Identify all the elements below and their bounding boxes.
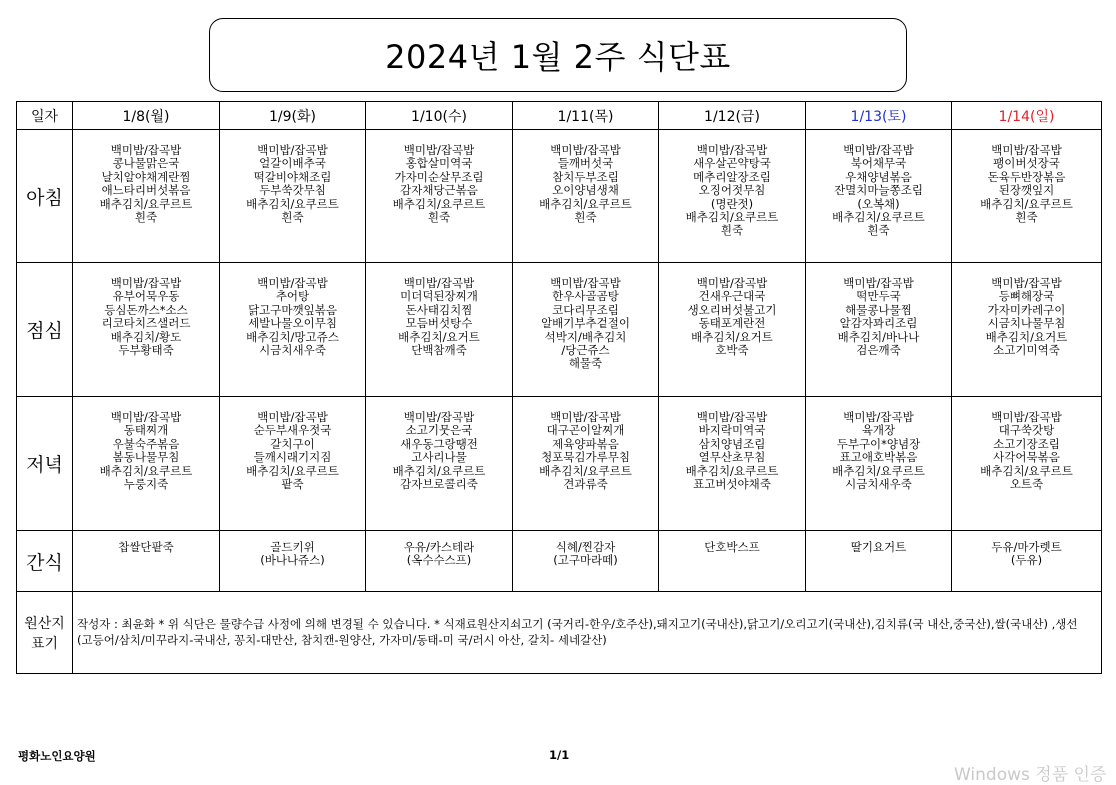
menu-item: 미더덕된장찌개	[400, 289, 478, 304]
menu-item: 잔멸치마늘쫑조림	[834, 183, 923, 198]
menu-item: 코다리무조림	[552, 302, 619, 317]
menu-item: 오트죽	[1009, 477, 1044, 492]
menu-item: 배추김치/요쿠르트	[685, 210, 779, 225]
menu-item: 해물죽	[568, 356, 603, 371]
dinner-row	[17, 397, 1102, 531]
menu-items	[806, 277, 951, 357]
menu-cell	[952, 263, 1102, 397]
menu-item: 소고기미역죽	[993, 343, 1060, 358]
menu-item: 호박죽	[715, 343, 749, 358]
menu-item: 해물콩나물찜	[845, 302, 912, 317]
menu-item: 삼치양념조림	[698, 436, 766, 451]
day-header-fri: 1/12(금)	[659, 102, 806, 130]
menu-item: 배추김치/요쿠르트	[539, 196, 632, 211]
menu-item: 딸기요거트	[850, 540, 907, 554]
menu-items	[73, 411, 219, 491]
menu-item: (명란젓)	[710, 196, 754, 211]
menu-item: 백미밥/잡곡밥	[843, 143, 914, 157]
day-header-thu: 1/11(목)	[513, 102, 659, 130]
origin-label	[17, 592, 73, 674]
menu-items	[73, 144, 219, 224]
menu-items	[220, 277, 365, 357]
menu-item: 배추김치/망고쥬스	[246, 329, 339, 344]
menu-item: 배추김치/요쿠르트	[99, 196, 193, 211]
menu-items	[366, 144, 512, 224]
origin-row	[17, 592, 1102, 674]
menu-item: 백미밥/잡곡밥	[257, 276, 328, 290]
menu-item: 배추김치/요쿠르트	[832, 210, 925, 225]
menu-item: 들깨시래기지짐	[253, 450, 332, 465]
menu-items	[952, 277, 1101, 357]
menu-item: 표고버섯야채죽	[693, 477, 771, 492]
menu-item: 배추김치/요쿠르트	[539, 463, 632, 478]
menu-item: 세발나물오이무침	[248, 316, 337, 331]
meal-label-lunch: 점심	[17, 263, 73, 397]
menu-item: 백미밥/잡곡밥	[257, 410, 328, 424]
menu-item: 떡만두국	[856, 289, 901, 304]
menu-item: 배추김치/요거트	[691, 329, 773, 344]
day-header-sat: 1/13(토)	[806, 102, 952, 130]
menu-item: 닭고구마깻잎볶음	[248, 302, 337, 317]
menu-item: 얼갈이배추국	[259, 156, 326, 171]
menu-item: 가자미카레구이	[987, 302, 1066, 317]
menu-item: 건새우근대국	[698, 289, 766, 304]
menu-item: (옥수수스프)	[406, 553, 472, 568]
header-row	[17, 102, 1102, 130]
menu-items	[513, 277, 658, 371]
menu-item: 백미밥/잡곡밥	[696, 410, 768, 424]
menu-item: (오복채)	[857, 196, 900, 211]
menu-item: 배추김치/요쿠르트	[980, 463, 1073, 478]
menu-items	[513, 411, 658, 491]
menu-items	[220, 541, 365, 568]
menu-item: 소고기장조림	[993, 436, 1060, 451]
menu-cell	[220, 531, 366, 592]
menu-item: 등뼈해장국	[998, 289, 1055, 304]
menu-item: 흰죽	[720, 223, 744, 238]
menu-item: 추어탕	[275, 289, 310, 304]
menu-item: 바지락미역국	[698, 423, 766, 438]
menu-item: 대구쑥갓탕	[998, 423, 1055, 438]
menu-item: 소고기뭇은국	[405, 423, 473, 438]
menu-item: 된장깻잎지	[998, 183, 1055, 198]
menu-items	[659, 541, 805, 554]
menu-cell	[220, 263, 366, 397]
menu-item: 백미밥/잡곡밥	[991, 143, 1062, 157]
menu-item: 백미밥/잡곡밥	[550, 143, 621, 157]
menu-item: 흰죽	[1015, 210, 1038, 225]
menu-items	[806, 411, 951, 491]
menu-cell	[366, 531, 513, 592]
menu-item: 백미밥/잡곡밥	[843, 410, 914, 424]
menu-item: 메추리알장조림	[693, 169, 771, 184]
menu-cell	[366, 263, 513, 397]
menu-item: 배추김치/요쿠르트	[246, 463, 339, 478]
menu-item: 백미밥/잡곡밥	[550, 276, 621, 290]
menu-item: 흰죽	[134, 210, 158, 225]
menu-item: 표고애호박볶음	[839, 450, 918, 465]
menu-items	[806, 541, 951, 554]
menu-item: 백미밥/잡곡밥	[696, 143, 768, 157]
menu-item: 배추김치/요쿠르트	[99, 463, 193, 478]
menu-item: 북어채무국	[850, 156, 907, 171]
menu-item: 우채양념볶음	[845, 169, 912, 184]
menu-cell	[513, 130, 659, 263]
menu-cell	[806, 397, 952, 531]
menu-items	[659, 144, 805, 238]
menu-item: 시금치새우죽	[259, 343, 326, 358]
menu-cell	[659, 130, 806, 263]
menu-items	[952, 411, 1101, 491]
menu-item: 석박지/배추김치	[544, 329, 627, 344]
menu-item: 흰죽	[427, 210, 451, 225]
menu-item: 동태포계란전	[698, 316, 766, 331]
menu-item: 흰죽	[574, 210, 597, 225]
menu-item: 알감자꽈리조림	[839, 316, 918, 331]
date-label: 일자	[17, 102, 73, 130]
menu-item: 두부황태죽	[118, 343, 174, 358]
menu-item: 시금치나물무침	[987, 316, 1066, 331]
menu-item: 견과류죽	[563, 477, 608, 492]
menu-item: 떡갈비야채조림	[253, 169, 332, 184]
menu-items	[952, 144, 1101, 224]
menu-item: 돈육두반장볶음	[987, 169, 1066, 184]
menu-cell	[952, 397, 1102, 531]
menu-item: 배추김치/요쿠르트	[980, 196, 1073, 211]
day-header-mon: 1/8(월)	[73, 102, 220, 130]
menu-item: 배추김치/요쿠르트	[832, 463, 925, 478]
menu-item: 가자미순살무조림	[394, 169, 484, 184]
menu-item: 백미밥/잡곡밥	[843, 276, 914, 290]
menu-items	[73, 541, 219, 554]
menu-item: 생오리버섯불고기	[687, 302, 777, 317]
meal-label-dinner: 저녁	[17, 397, 73, 531]
menu-item: 사각어묵볶음	[993, 450, 1060, 465]
menu-items	[366, 277, 512, 357]
menu-item: 청포묵김가루무침	[541, 450, 630, 465]
menu-item: 우불숙주볶음	[112, 436, 180, 451]
menu-items	[659, 277, 805, 357]
menu-items	[659, 411, 805, 491]
menu-item: 백미밥/잡곡밥	[257, 143, 328, 157]
menu-cell	[659, 531, 806, 592]
menu-item: 두부쑥갓무침	[259, 183, 326, 198]
menu-cell	[73, 531, 220, 592]
lunch-row	[17, 263, 1102, 397]
menu-item: 새우살곤약탕국	[693, 156, 771, 171]
day-header-wed: 1/10(수)	[366, 102, 513, 130]
menu-item: 배추김치/황도	[110, 329, 182, 344]
footer-page-number: 1/1	[549, 748, 570, 762]
menu-item: 검은깨죽	[856, 343, 901, 358]
menu-item: 두유/마가렛트	[991, 540, 1062, 554]
menu-cell	[806, 130, 952, 263]
menu-items	[220, 411, 365, 491]
menu-item: 유부어묵우동	[112, 289, 180, 304]
menu-cell	[513, 263, 659, 397]
menu-item: (고구마라떼)	[553, 553, 618, 568]
menu-item: 누룽지죽	[123, 477, 169, 492]
menu-item: 시금치새우죽	[845, 477, 912, 492]
menu-cell	[513, 397, 659, 531]
snack-row	[17, 531, 1102, 592]
menu-items	[513, 144, 658, 224]
menu-item: 한우사골곰탕	[552, 289, 619, 304]
menu-item: 우유/카스테라	[403, 540, 475, 554]
menu-item: 알배기부추겉절이	[541, 316, 630, 331]
menu-item: 식혜/찐감자	[555, 540, 616, 554]
origin-text: 작성자 : 최윤화 * 위 식단은 물량수급 사정에 의해 변경될 수 있습니다. * 식재료원산지쇠고기 (국거리-한우/호주산),돼지고기(국내산),닭고기/오리고기(국내산),김치류(국 내산,중국산),쌀(국내산) ,생선(고등어/삼치/미꾸라지-국내산, 꽁치-대만산, 참치캔-원양산, 가자미/동태-미 국/러시 아산, 갈치- 세네갈산)	[73, 592, 1102, 674]
menu-item: 감자브로콜리죽	[400, 477, 478, 492]
menu-item: 백미밥/잡곡밥	[550, 410, 621, 424]
menu-item: (바나나쥬스)	[260, 553, 325, 568]
menu-cell	[513, 531, 659, 592]
menu-cell	[952, 531, 1102, 592]
menu-item: 리코타치즈샐러드	[101, 316, 191, 331]
menu-item: 모듬버섯탕수	[405, 316, 473, 331]
menu-item: 애느타리버섯볶음	[101, 183, 191, 198]
menu-cell	[73, 130, 220, 263]
menu-item: 육개장	[861, 423, 896, 438]
menu-item: 팥죽	[281, 477, 304, 492]
menu-item: 오징어젓무침	[698, 183, 766, 198]
menu-item: 홍합살미역국	[405, 156, 473, 171]
menu-item: 팽이버섯장국	[993, 156, 1060, 171]
menu-item: 흰죽	[281, 210, 304, 225]
menu-item: 백미밥/잡곡밥	[403, 143, 475, 157]
menu-items	[366, 411, 512, 491]
menu-item: 배추김치/요쿠르트	[392, 196, 486, 211]
menu-items	[952, 541, 1101, 568]
menu-item: 찹쌀단팥죽	[118, 540, 174, 554]
menu-item: 단백참깨죽	[411, 343, 467, 358]
menu-item: 고사리나물	[411, 450, 467, 465]
menu-item: 등심돈까스*소스	[104, 302, 188, 317]
day-header-tue: 1/9(화)	[220, 102, 366, 130]
menu-item: 제육양파볶음	[552, 436, 619, 451]
menu-item: 순두부새우젓국	[253, 423, 332, 438]
menu-item: 백미밥/잡곡밥	[110, 276, 182, 290]
menu-item: 단호박스프	[704, 540, 760, 554]
menu-item: 배추김치/바나나	[837, 329, 920, 344]
menu-cell	[806, 263, 952, 397]
menu-item: 백미밥/잡곡밥	[403, 276, 475, 290]
menu-item: 새우동그랑땡전	[400, 436, 478, 451]
menu-item: 배추김치/요거트	[985, 329, 1068, 344]
menu-item: 봄동나물무침	[112, 450, 180, 465]
menu-item: 콩나물맑은국	[112, 156, 180, 171]
menu-item: 오이양념생채	[552, 183, 619, 198]
menu-cell	[73, 397, 220, 531]
menu-item: /당근쥬스	[561, 343, 610, 358]
menu-item: 흰죽	[867, 223, 890, 238]
menu-item: 배추김치/요쿠르트	[685, 463, 779, 478]
menu-item: 들깨버섯국	[557, 156, 614, 171]
meal-plan-table	[16, 101, 1102, 674]
menu-item: 골드키위	[270, 540, 315, 554]
menu-item: 백미밥/잡곡밥	[110, 410, 182, 424]
menu-cell	[366, 130, 513, 263]
menu-item: 백미밥/잡곡밥	[991, 410, 1062, 424]
menu-item: 열무산초무침	[698, 450, 766, 465]
menu-cell	[806, 531, 952, 592]
menu-items	[513, 541, 658, 568]
menu-cell	[659, 263, 806, 397]
menu-items	[73, 277, 219, 357]
meal-label-breakfast: 아침	[17, 130, 73, 263]
menu-item: 참치두부조림	[552, 169, 619, 184]
menu-item: 날치알야채계란찜	[101, 169, 191, 184]
menu-cell	[952, 130, 1102, 263]
menu-item: 백미밥/잡곡밥	[991, 276, 1062, 290]
menu-cell	[220, 397, 366, 531]
breakfast-row	[17, 130, 1102, 263]
menu-item: 배추김치/요쿠르트	[246, 196, 339, 211]
menu-item: 갈치구이	[270, 436, 315, 451]
menu-item: (두유)	[1010, 553, 1043, 568]
menu-item: 배추김치/요쿠르트	[392, 463, 486, 478]
menu-item: 대구곤이알찌개	[546, 423, 625, 438]
menu-item: 두부구이*양념장	[836, 436, 921, 451]
origin-label-text: 원산지 표기	[24, 615, 65, 652]
menu-item: 돈사태김치찜	[405, 302, 473, 317]
menu-item: 백미밥/잡곡밥	[696, 276, 768, 290]
page-title: 2024년 1월 2주 식단표	[209, 18, 907, 92]
menu-item: 동태찌개	[123, 423, 169, 438]
day-header-sun: 1/14(일)	[952, 102, 1102, 130]
menu-item: 백미밥/잡곡밥	[110, 143, 182, 157]
menu-items	[220, 144, 365, 224]
menu-cell	[220, 130, 366, 263]
menu-item: 감자채당근볶음	[400, 183, 478, 198]
menu-cell	[659, 397, 806, 531]
footer-organization: 평화노인요양원	[18, 749, 96, 763]
menu-item: 배추김치/요거트	[398, 329, 480, 344]
menu-items	[806, 144, 951, 238]
windows-activation-watermark: Windows 정품 인증	[954, 765, 1107, 785]
menu-items	[366, 541, 512, 568]
menu-cell	[73, 263, 220, 397]
meal-label-snack: 간식	[17, 531, 73, 592]
menu-item: 백미밥/잡곡밥	[403, 410, 475, 424]
menu-cell	[366, 397, 513, 531]
